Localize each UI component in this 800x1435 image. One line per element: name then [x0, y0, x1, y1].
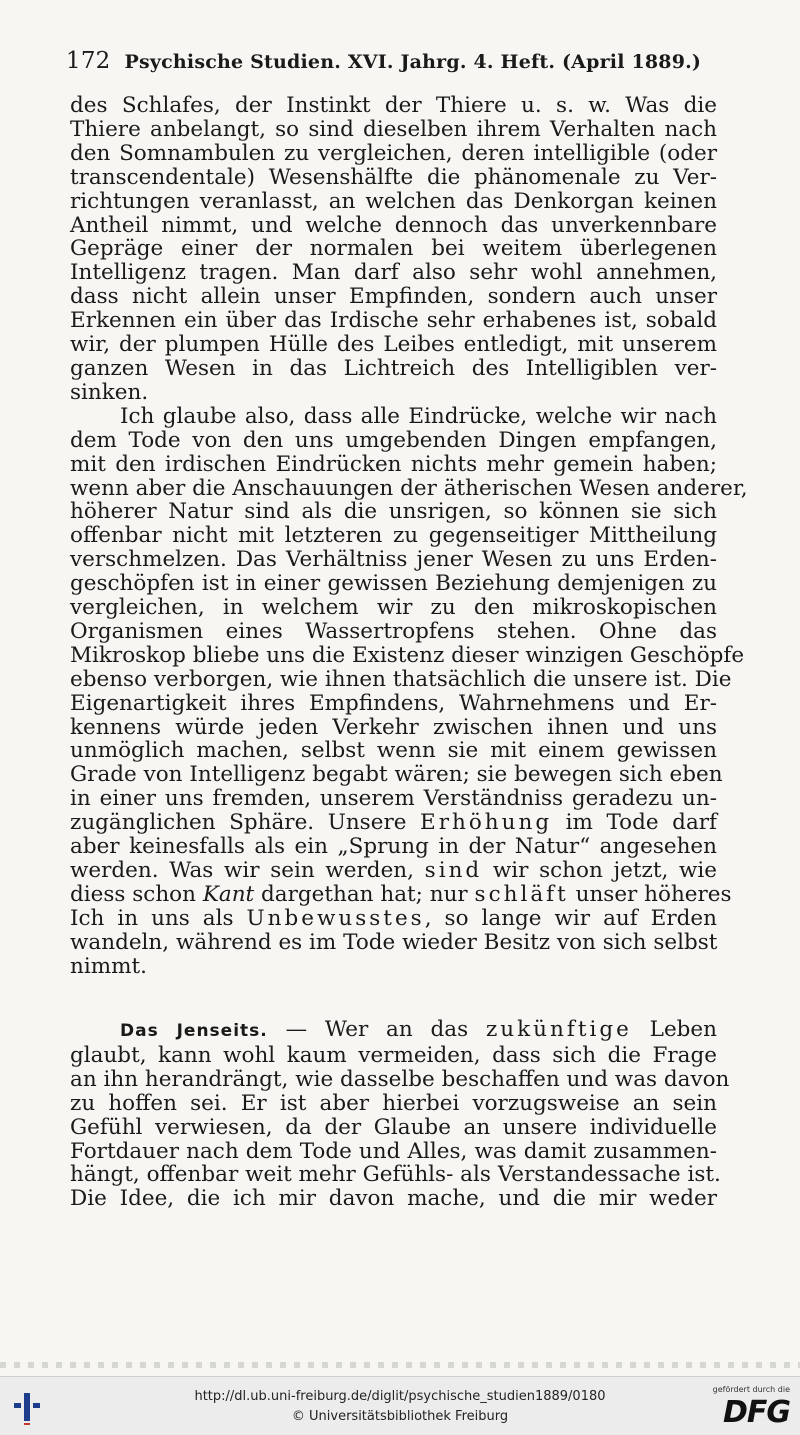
text-line: glaubt, kann wohl kaum vermeiden, dass sich die Frage: [70, 1042, 717, 1068]
text-line: höherer Natur sind als die unsrigen, so können sie sich: [70, 499, 717, 525]
text-run: werden. Was wir sein werden,: [70, 858, 425, 883]
text-run: , so lange wir auf Erden: [424, 905, 717, 931]
text-line: Organismen eines Wassertropfens stehen. Ohne das: [70, 618, 717, 644]
text-line: unmöglich machen, selbst wenn sie mit einem gewissen: [70, 738, 717, 764]
text-line: wir, der plumpen Hülle des Leibes entledigt, mit unserem: [70, 332, 717, 358]
text-line: in einer uns fremden, unserem Verständniss geradezu un-: [70, 786, 717, 812]
text-line: an ihn herandrängt, wie dasselbe beschaffen und was davon: [70, 1066, 730, 1092]
text-line: offenbar nicht mit letzteren zu gegenseitiger Mittheilung: [70, 523, 717, 549]
text-line: dem Tode von den uns umgebenden Dingen empfangen,: [70, 427, 717, 453]
text-line: hängt, offenbar weit mehr Gefühls- als Verstandessache ist.: [70, 1162, 721, 1188]
permalink-url[interactable]: http://dl.ub.uni-freiburg.de/diglit/psychische_studien1889/0180: [194, 1389, 606, 1404]
text-line: Erkennen ein über das Irdische sehr erhabenes ist, sobald: [70, 308, 717, 334]
copyright-notice: © Universitätsbibliothek Freiburg: [291, 1409, 509, 1424]
dfg-logo: DFG: [722, 1395, 790, 1430]
viewer-footer: [0, 1376, 800, 1435]
text-line: Die Idee, die ich mir davon mache, und die mir weder: [70, 1186, 717, 1212]
text-line: [70, 1018, 717, 1044]
text-line: Grade von Intelligenz begabt wären; sie bewegen sich eben: [70, 762, 723, 788]
text-line: den Somnambulen zu vergleichen, deren intelligible (oder: [70, 140, 717, 166]
spaced-emphasis: Unbewusstes: [246, 905, 425, 931]
text-line: geschöpfen ist in einer gewissen Beziehung demjenigen zu: [70, 571, 717, 597]
text-run: Ich in uns als: [70, 905, 247, 931]
text-line: vergleichen, in welchem wir zu den mikroskopischen: [70, 595, 717, 621]
text-run: dargethan hat; nur: [254, 881, 475, 907]
text-line: Antheil nimmt, und welche dennoch das unverkennbare: [70, 212, 717, 238]
running-title: Psychische Studien. XVI. Jahrg. 4. Heft. (April 1889.): [124, 51, 702, 73]
text-line: [70, 811, 717, 835]
text-line: Intelligenz tragen. Man darf also sehr wohl annehmen,: [70, 260, 717, 286]
body-text-upper: [70, 93, 748, 979]
page-number: 172: [66, 48, 111, 74]
text-line: Gefühl verwiesen, da der Glaube an unsere individuelle: [70, 1114, 717, 1140]
text-run: Wer an das: [324, 1017, 486, 1042]
text-line: des Schlafes, der Instinkt der Thiere u. s. w. Was die: [70, 93, 717, 118]
cut-off-line-trace: [0, 1362, 800, 1368]
text-line: dass nicht allein unser Empfinden, sondern auch unser: [70, 284, 717, 310]
text-line: mit den irdischen Eindrücken nichts mehr gemein haben;: [70, 451, 717, 477]
text-line: ebenso verborgen, wie ihnen thatsächlich die unsere ist. Die: [70, 666, 732, 692]
text-run: unser höheres: [568, 881, 732, 907]
text-line: wandeln, während es im Tode wieder Besitz von sich selbst: [70, 929, 718, 955]
paragraph-1: [70, 94, 717, 405]
text-line: [70, 881, 732, 907]
text-run: diess schon: [70, 881, 203, 907]
text-run: —: [267, 1017, 325, 1042]
text-run: wir schon jetzt, wie: [482, 858, 717, 883]
text-line: verschmelzen. Das Verhältniss jener Wesen zu uns Erden-: [70, 547, 717, 573]
text-line: Ich glaube also, dass alle Eindrücke, welche wir nach: [120, 403, 717, 429]
text-line: zu hoffen sei. Er ist aber hierbei vorzugsweise an sein: [70, 1090, 717, 1116]
text-line: Mikroskop bliebe uns die Existenz dieser winzigen Geschöpfe: [70, 642, 745, 668]
text-line: Fortdauer nach dem Tode und Alles, was damit zusammen-: [70, 1138, 717, 1164]
text-line: aber keinesfalls als ein „Sprung in der Natur“ angesehen: [70, 834, 717, 860]
text-line: kennens würde jeden Verkehr zwischen ihnen und uns: [70, 714, 717, 740]
text-line: Gepräge einer der normalen bei weitem überlegenen: [70, 236, 717, 262]
text-line: transcendentale) Wesenshälfte die phänomenale zu Ver-: [70, 164, 717, 190]
body-text-lower: [70, 1017, 730, 1212]
text-line: Eigenartigkeit ihres Empfindens, Wahrnehmens und Er-: [70, 690, 717, 716]
paragraph-3: [70, 1017, 730, 1212]
spaced-emphasis: Erhöhung: [420, 810, 553, 836]
text-line: ganzen Wesen in das Lichtreich des Intelligiblen ver-: [70, 355, 717, 381]
spaced-emphasis: schläft: [474, 881, 569, 907]
text-line: sinken.: [70, 379, 149, 405]
text-line: [70, 859, 717, 883]
italic-name: Kant: [202, 881, 255, 907]
dfg-caption: gefördert durch die: [712, 1385, 790, 1394]
text-line: [70, 907, 717, 931]
text-line: richtungen veranlasst, an welchen das Denkorgan keinen: [70, 188, 717, 214]
text-line: nimmt.: [70, 953, 147, 979]
paragraph-2: [70, 403, 748, 979]
text-run: zugänglichen Sphäre. Unsere: [70, 810, 421, 836]
section-rubric: Das Jenseits.: [120, 1021, 268, 1041]
spaced-emphasis: sind: [424, 858, 483, 883]
running-head: [66, 48, 726, 74]
text-line: Thiere anbelangt, so sind dieselben ihrem Verhalten nach: [70, 116, 717, 142]
text-run: Leben: [631, 1017, 717, 1042]
text-line: wenn aber die Anschauungen der ätherischen Wesen anderer,: [70, 475, 748, 501]
spaced-emphasis: zukünftige: [485, 1017, 632, 1042]
text-run: im Tode darf: [552, 810, 717, 836]
